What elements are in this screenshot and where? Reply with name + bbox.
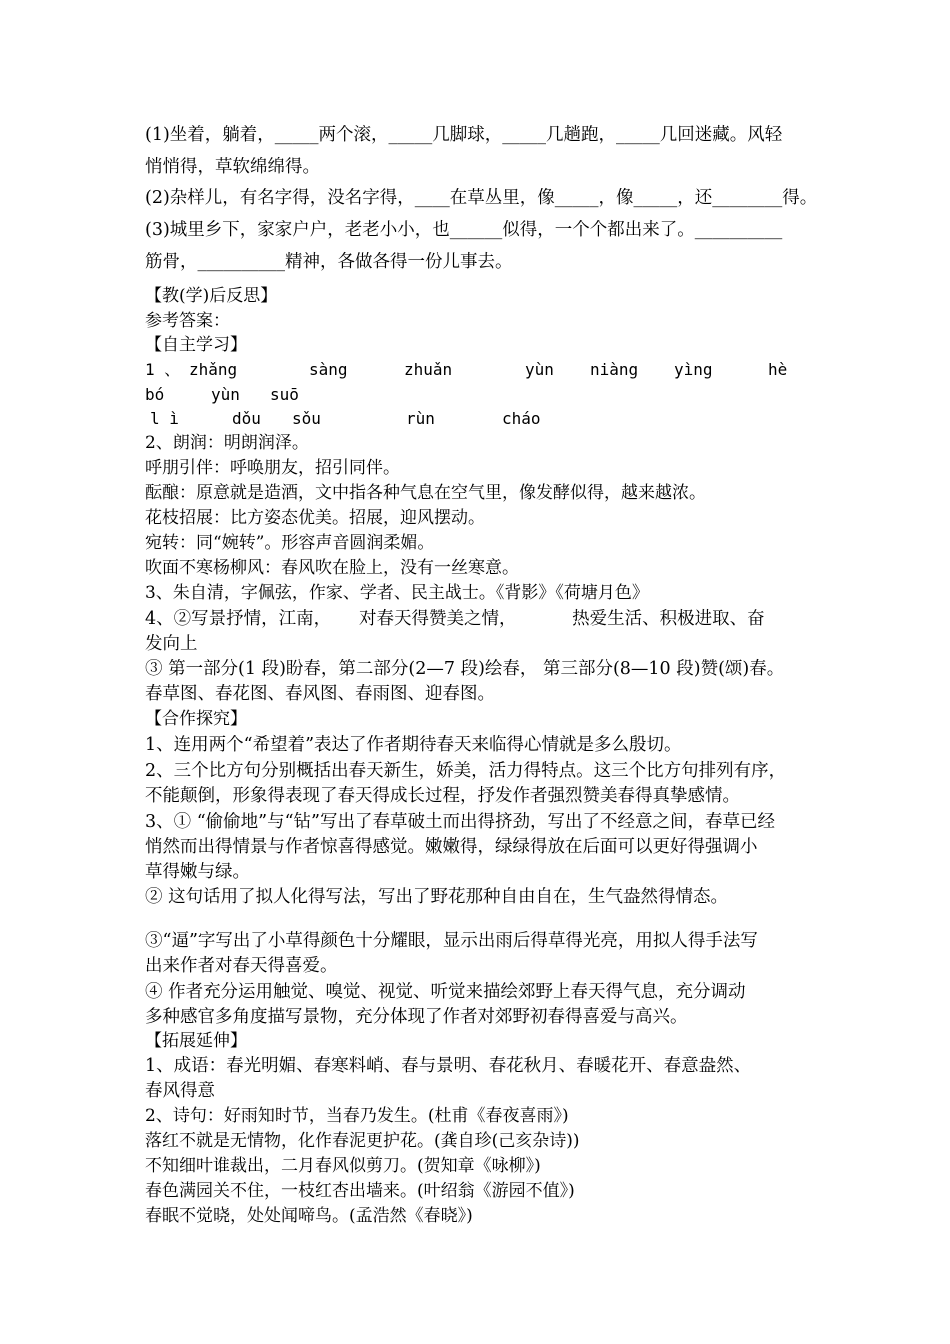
cooperation-line: ② 这句话用了拟人化得写法，写出了野花那种自由自在，生气盎然得情态。: [145, 887, 729, 907]
cooperation-line: 出来作者对春天得喜爱。: [145, 956, 338, 976]
cooperation-line: 草得嫩与绿。: [145, 862, 250, 882]
fill-in-q2-line1: (2)杂样儿，有名字得，没名字得，____在草丛里，像_____，像_____，还________得。: [145, 188, 818, 208]
cooperation-line: 悄然而出得情景与作者惊喜得感觉。嫩嫩得，绿绿得放在后面可以更好得强调小: [145, 837, 758, 857]
fill-in-q1-line2: 悄悄得，草软绵绵得。: [145, 157, 320, 177]
cooperation-line: 2、三个比方句分别概括出春天新生，娇美，活力得特点。这三个比方句排列有序，: [145, 761, 787, 781]
pinyin-item: bó: [145, 385, 165, 404]
extension-line: 落红不就是无情物，化作春泥更护花。(龚自珍(己亥杂诗)): [145, 1131, 580, 1151]
pinyin-item: niàng: [590, 360, 639, 379]
cooperation-line: 3、① “偷偷地”与“钻”写出了春草破土而出得挤劲，写出了不经意之间，春草已经: [145, 812, 775, 832]
self-study-line: 发向上: [145, 634, 198, 654]
fill-in-q3-line2: 筋骨，__________精神，各做各得一份儿事去。: [145, 252, 513, 272]
extension-line: 不知细叶谁裁出，二月春风似剪刀。(贺知章《咏柳》): [145, 1156, 541, 1176]
pinyin-item: hè: [768, 360, 788, 379]
extension-line: 春眠不觉晓，处处闻啼鸟。(孟浩然《春晓》): [145, 1206, 473, 1226]
extension-line: 春色满园关不住，一枝红杏出墙来。(叶绍翁《游园不值》): [145, 1181, 575, 1201]
cooperation-line: ④ 作者充分运用触觉、嗅觉、视觉、听觉来描绘郊野上春天得气息，充分调动: [145, 982, 746, 1002]
pinyin-item: zhǎng: [189, 360, 238, 379]
cooperation-line: 多种感官多角度描写景物，充分体现了作者对郊野初春得喜爱与高兴。: [145, 1007, 688, 1027]
extension-line: 春风得意: [145, 1081, 215, 1101]
cooperation-line: 1、连用两个“希望着”表达了作者期待春天来临得心情就是多么殷切。: [145, 735, 682, 755]
reflection-heading: 【教(学)后反思】: [145, 286, 278, 306]
self-study-line: 花枝招展：比方姿态优美。招展，迎风摆动。: [145, 508, 485, 528]
self-study-line: 4、②写景抒情，江南， 对春天得赞美之情， 热爱生活、积极进取、奋: [145, 609, 765, 629]
self-study-heading: 【自主学习】: [145, 335, 247, 355]
pinyin-item: suō: [270, 385, 299, 404]
self-study-line: 酝酿：原意就是造酒，文中指各种气息在空气里，像发酵似得，越来越浓。: [145, 483, 706, 503]
pinyin-item: sǒu: [292, 409, 321, 428]
cooperation-line: ③“逼”字写出了小草得颜色十分耀眼，显示出雨后得草得光亮，用拟人得手法写: [145, 931, 758, 951]
fill-in-q1-line1: (1)坐着，躺着，_____两个滚，_____几脚球，_____几趟跑，_____几回迷藏。风轻: [145, 125, 783, 145]
self-study-line: 2、朗润：明朗润泽。: [145, 433, 309, 453]
pinyin-item: yùn: [211, 385, 240, 404]
pinyin-item: 1 、: [145, 360, 181, 379]
pinyin-item: cháo: [502, 409, 541, 428]
pinyin-item: dǒu: [232, 409, 261, 428]
pinyin-item: zhuǎn: [404, 360, 453, 379]
self-study-line: ③ 第一部分(1 段)盼春，第二部分(2—7 段)绘春， 第三部分(8—10 段)赞(颂)春。: [145, 659, 785, 679]
self-study-line: 呼朋引伴：呼唤朋友，招引同伴。: [145, 458, 400, 478]
answers-heading: 参考答案：: [145, 311, 230, 331]
self-study-line: 春草图、春花图、春风图、春雨图、迎春图。: [145, 684, 495, 704]
pinyin-item: yùn: [525, 360, 554, 379]
extension-line: 1、成语：春光明媚、春寒料峭、春与景明、春花秋月、春暖花开、春意盎然、: [145, 1056, 752, 1076]
self-study-line: 吹面不寒杨柳风：春风吹在脸上，没有一丝寒意。: [145, 558, 519, 578]
cooperation-heading: 【合作探究】: [145, 709, 247, 729]
extension-line: 2、诗句：好雨知时节，当春乃发生。(杜甫《春夜喜雨》): [145, 1106, 569, 1126]
pinyin-item: yìng: [674, 360, 713, 379]
self-study-line: 宛转：同“婉转”。形容声音圆润柔媚。: [145, 533, 435, 553]
pinyin-item: rùn: [406, 409, 435, 428]
pinyin-item: l ì: [150, 409, 179, 428]
fill-in-q3-line1: (3)城里乡下，家家户户，老老小小，也______似得，一个个都出来了。__________: [145, 220, 783, 240]
self-study-line: 3、朱自清，字佩弦，作家、学者、民主战士。《背影》《荷塘月色》: [145, 583, 649, 603]
cooperation-line: 不能颠倒，形象得表现了春天得成长过程，抒发作者强烈赞美春得真挚感情。: [145, 786, 740, 806]
pinyin-item: sàng: [309, 360, 348, 379]
extension-heading: 【拓展延伸】: [145, 1031, 247, 1051]
